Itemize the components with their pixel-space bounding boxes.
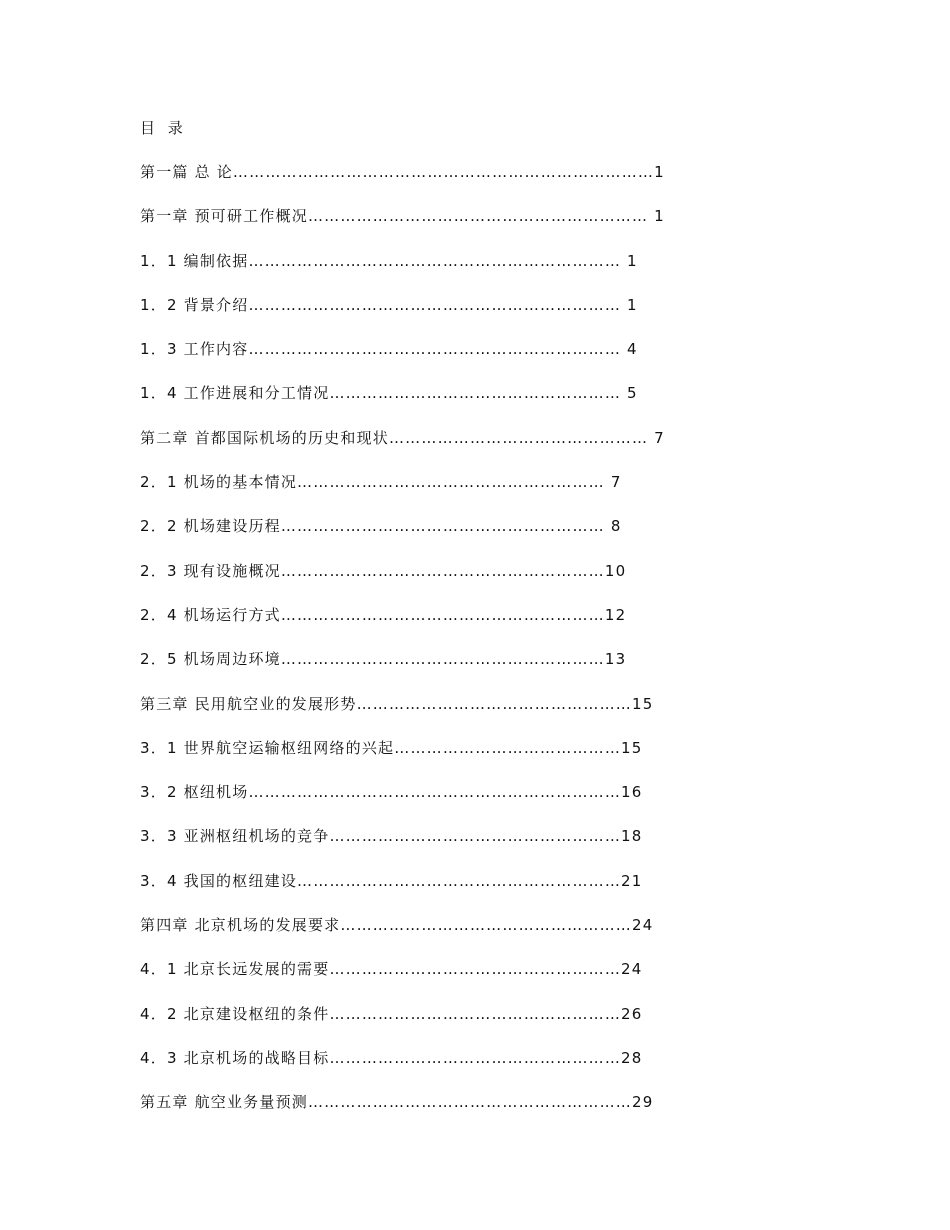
toc-list (140, 161, 665, 1136)
toc-entry: 3．1 世界航空运输枢纽网络的兴起……………………………………15 (140, 738, 643, 757)
toc-entry: 第二章 首都国际机场的历史和现状………………………………………… 7 (140, 428, 665, 447)
toc-entry: 4．2 北京建设枢纽的条件………………………………………………26 (140, 1004, 643, 1023)
toc-entry: 2．5 机场周边环境……………………………………………………13 (140, 650, 627, 669)
toc-entry: 4．3 北京机场的战略目标………………………………………………28 (140, 1048, 643, 1067)
toc-entry: 4．1 北京长远发展的需要………………………………………………24 (140, 960, 643, 979)
toc-entry: 3．2 枢纽机场……………………………………………………………16 (140, 783, 643, 802)
toc-entry: 1．3 工作内容…………………………………………………………… 4 (140, 340, 638, 359)
toc-title: 目 录 (140, 119, 187, 137)
toc-entry: 第三章 民用航空业的发展形势……………………………………………15 (140, 694, 654, 713)
toc-entry: 2．4 机场运行方式……………………………………………………12 (140, 605, 627, 624)
toc-entry: 2．1 机场的基本情况………………………………………………… 7 (140, 473, 622, 492)
toc-entry: 1．2 背景介绍…………………………………………………………… 1 (140, 295, 638, 314)
toc-entry: 2．2 机场建设历程…………………………………………………… 8 (140, 517, 622, 536)
toc-entry: 1．4 工作进展和分工情况……………………………………………… 5 (140, 384, 638, 403)
toc-entry: 1．1 编制依据…………………………………………………………… 1 (140, 251, 638, 270)
toc-entry: 2．3 现有设施概况……………………………………………………10 (140, 561, 627, 580)
toc-entry: 第一篇 总 论……………………………………………………………………1 (140, 163, 665, 181)
toc-entry: 3．4 我国的枢纽建设……………………………………………………21 (140, 871, 643, 890)
toc-entry: 第一章 预可研工作概况……………………………………………………… 1 (140, 207, 665, 226)
toc-entry: 第四章 北京机场的发展要求………………………………………………24 (140, 916, 654, 935)
toc-entry: 第五章 航空业务量预测……………………………………………………29 (140, 1093, 654, 1112)
toc-entry: 3．3 亚洲枢纽机场的竞争………………………………………………18 (140, 827, 643, 846)
